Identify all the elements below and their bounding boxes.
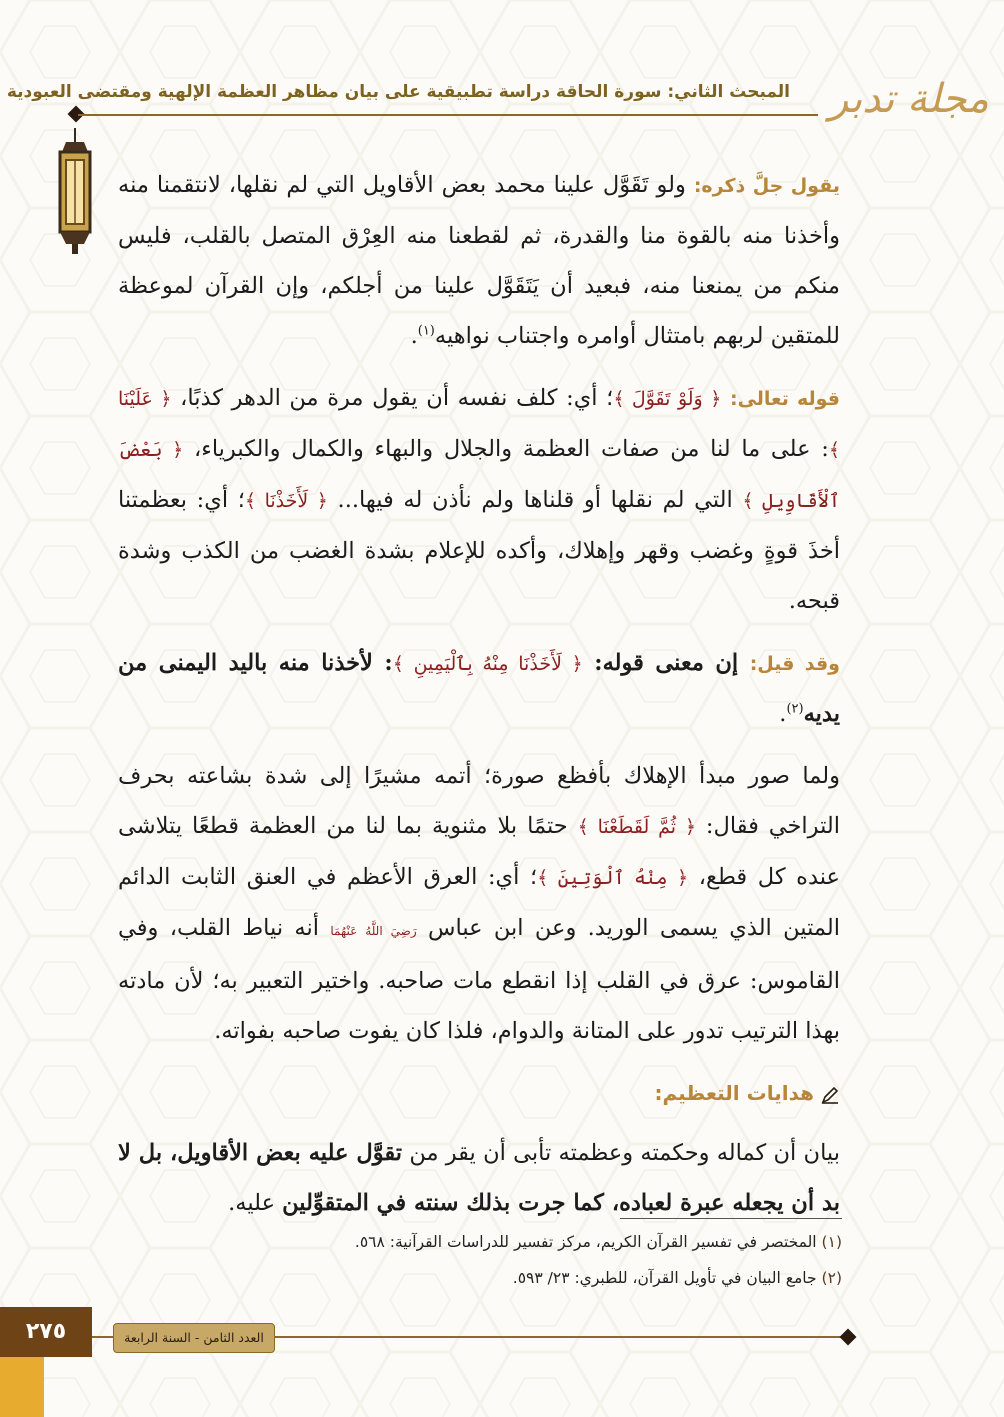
paragraph-end: . (410, 323, 418, 349)
paragraph-4 (118, 751, 840, 1056)
footnote-text: المختصر في تفسير القرآن الكريم، مركز تفسير للدراسات القرآنية: ٥٦٨. (354, 1233, 822, 1251)
paragraph-text: ؛ أي: العرق الأعظم في العنق الثابت الدائم المتين الذي يسمى الوريد. وعن ابن عباس (118, 864, 840, 941)
paragraph-text: إن معنى قوله: (582, 650, 750, 676)
issue-label: العدد الثامن - السنة الرابعة (113, 1323, 275, 1353)
journal-logo: مجلة تدبر (829, 76, 989, 122)
page-number: ٢٧٥ (0, 1307, 92, 1357)
bold-term: تقوَّل (356, 1140, 403, 1166)
quran-quote: ﴿ لَأَخَذْنَا ﴾ (244, 490, 328, 512)
paragraph-end: . (779, 701, 787, 727)
paragraph-text: : لأخذنا منه باليد اليمنى من يديه (118, 650, 840, 727)
footnote-ref[interactable]: (٢) (786, 701, 804, 717)
quran-quote: ﴿ وَلَوْ تَقَوَّلَ ﴾ (613, 388, 722, 410)
paragraph-2 (118, 373, 840, 626)
paragraph-text: عليه بعض الأقاويل، بل لا بد أن يجعله عبرة لعباده، كما جرت بذلك سنته في (118, 1140, 840, 1216)
honorific: رَضِيَ اللَّهُ عَنْهُمَا (330, 924, 417, 938)
paragraph-text: التي لم نقلها أو قلناها ولم نأذن له فيها... (327, 487, 743, 513)
footnote-number: (١) (821, 1233, 842, 1251)
footnote-number: (٢) (821, 1269, 842, 1287)
quran-quote: ﴿ بَعْضَ ٱلْأَقَاوِيلِ ﴾ (118, 439, 841, 512)
paragraph-lead: وقد قيل: (749, 653, 840, 675)
bold-term: المتقوِّلين (282, 1190, 369, 1216)
paragraph-1 (118, 160, 840, 361)
paragraph-text: أنه نياط القلب، وفي القاموس: عرق في القلب إذا انقطع مات صاحبه. واختير التعبير به؛ لأن مادته بهذا الترتيب تدور على المتانة والدوام، فلذا كان يفوت صاحبه بفواته. (118, 915, 840, 1044)
footnote-item (300, 1260, 842, 1296)
paragraph-lead: يقول جلَّ ذكره: (693, 175, 840, 197)
lantern-icon (52, 128, 98, 258)
paragraph-text: : على ما لنا من صفات العظمة والجلال والبهاء والكمال والكبرياء، (183, 436, 829, 462)
quran-quote: ﴿ مِنْهُ ٱلْوَتِينَ ﴾ (537, 867, 689, 889)
paragraph-text: حتمًا بلا مثنوية بما لنا من العظمة قطعًا يتلاشى عنده كل قطع، (118, 813, 840, 890)
paragraph-3 (118, 638, 840, 739)
quran-quote: ﴿ ثُمَّ لَقَطَعْنَا ﴾ (577, 816, 696, 838)
side-strip (0, 1357, 44, 1417)
pen-icon (820, 1085, 840, 1105)
footnote-item (300, 1224, 842, 1260)
footnotes (300, 1224, 842, 1296)
paragraph-text: ولما صور مبدأ الإهلاك بأفظع صورة؛ أتمه مشيرًا إلى شدة بشاعته بحرف التراخي فقال: (118, 763, 840, 839)
paragraph-text: ؛ أي: بعظمتنا أخذَ قوةٍ وغضب وقهر وإهلاك، وأكده للإعلام بشدة الغضب من الكذب وشدة قبحه. (118, 487, 840, 614)
quran-quote: ﴿ عَلَيْنَا ﴾ (118, 388, 840, 461)
paragraph-lead: قوله تعالى: (729, 388, 840, 410)
section-heading (118, 1068, 840, 1118)
header-rule (78, 114, 818, 116)
footnote-rule (620, 1218, 842, 1219)
paragraph-text: بيان أن كماله وحكمته وعظمته تأبى أن يقر من (402, 1140, 840, 1166)
paragraph-text: ولو تَقَوَّل علينا محمد بعض الأقاويل التي لم نقلها، لانتقمنا منه وأخذنا منه بالقوة منا والقدرة، ثم لقطعنا منه العِرْق المتصل بالقلب، فليس منكم من يمنعنا منه، فبعيد أن يَتَقَوَّل علينا من أجلكم، وإن القرآن لموعظة للمتقين لربهم بامتثال أوامره واجتناب نواهيه (118, 172, 840, 349)
paragraph-text: ؛ أي: كلف نفسه أن يقول مرة من الدهر كذبًا، (171, 385, 614, 411)
section-heading-text: هدايات التعظيم: (654, 1081, 814, 1105)
main-text (118, 160, 840, 1240)
footnote-ref[interactable]: (١) (417, 323, 435, 339)
quran-quote: ﴿ لَأَخَذْنَا مِنْهُ بِٱلْيَمِينِ ﴾ (392, 653, 583, 675)
paragraph-5 (118, 1128, 840, 1228)
footer-diamond (840, 1329, 857, 1346)
running-head: المبحث الثاني: سورة الحاقة دراسة تطبيقية على بيان مظاهر العظمة الإلهية ومقتضى العبودية (6, 82, 790, 102)
paragraph-text: عليه. (228, 1190, 283, 1216)
footnote-text: جامع البيان في تأويل القرآن، للطبري: ٢٣/ ٥٩٣. (512, 1269, 822, 1287)
